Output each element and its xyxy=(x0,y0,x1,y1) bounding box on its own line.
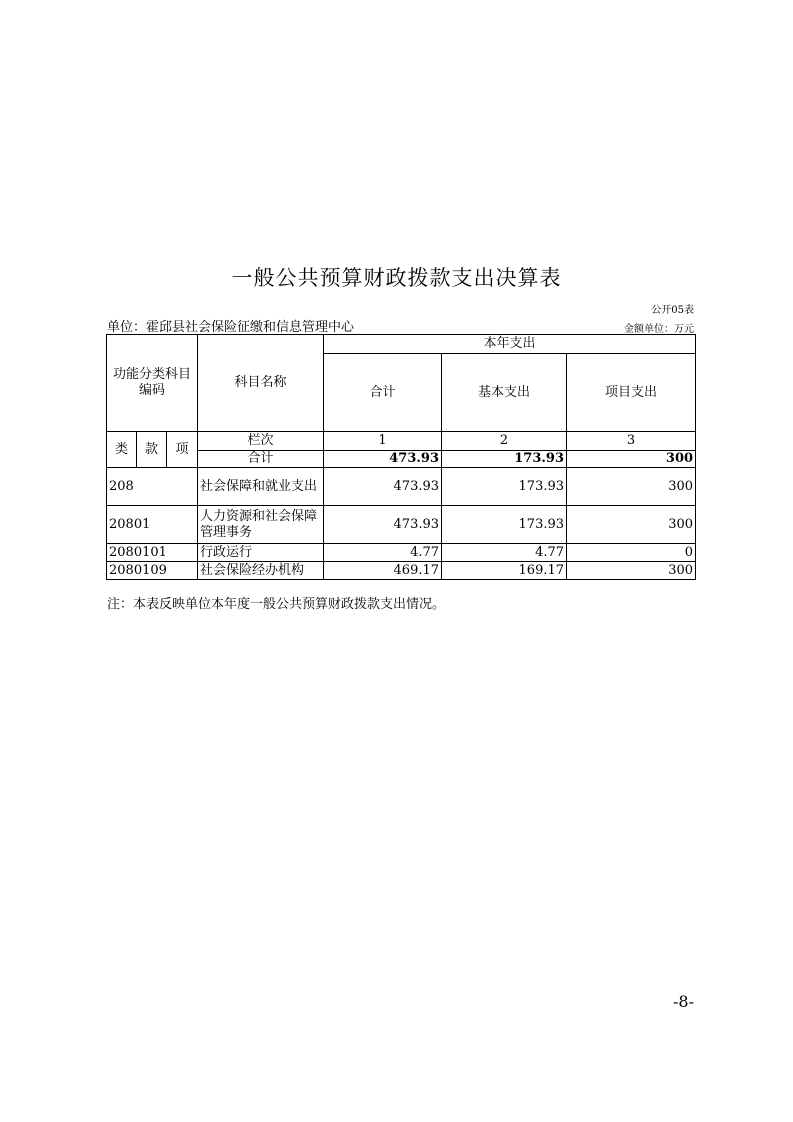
row-total: 473.93 xyxy=(324,506,442,544)
row-total: 4.77 xyxy=(324,544,442,562)
page-number: -8- xyxy=(673,992,694,1011)
col-number-2: 2 xyxy=(442,432,567,451)
unit-label: 单位：霍邱县社会保险征缴和信息管理中心 xyxy=(107,320,355,335)
row-basic: 169.17 xyxy=(442,562,567,580)
col-number-1: 1 xyxy=(324,432,442,451)
subject-name-header: 科目名称 xyxy=(198,335,324,432)
row-basic: 173.93 xyxy=(442,506,567,544)
row-name: 社会保险经办机构 xyxy=(198,562,324,580)
row-total: 473.93 xyxy=(324,468,442,506)
total-row-basic: 173.93 xyxy=(442,451,567,468)
total-row-total: 473.93 xyxy=(324,451,442,468)
current-year-header: 本年支出 xyxy=(324,335,696,354)
row-project: 300 xyxy=(567,506,696,544)
lei-header: 类 xyxy=(107,432,137,468)
row-code: 208 xyxy=(107,468,198,506)
row-project: 300 xyxy=(567,562,696,580)
basic-header: 基本支出 xyxy=(442,354,567,432)
row-basic: 4.77 xyxy=(442,544,567,562)
column-number-row xyxy=(107,432,696,451)
column-label: 栏次 xyxy=(198,432,324,451)
total-header: 合计 xyxy=(324,354,442,432)
table-row xyxy=(107,562,696,580)
expenditure-table xyxy=(106,334,696,580)
table-note: 注：本表反映单位本年度一般公共预算财政拨款支出情况。 xyxy=(107,597,446,612)
project-header: 项目支出 xyxy=(567,354,696,432)
table-row xyxy=(107,468,696,506)
row-name: 行政运行 xyxy=(198,544,324,562)
func-code-header: 功能分类科目编码 xyxy=(107,335,198,432)
row-basic: 173.93 xyxy=(442,468,567,506)
table-row xyxy=(107,506,696,544)
table-row xyxy=(107,544,696,562)
money-unit-label: 金额单位：万元 xyxy=(624,324,694,335)
row-project: 0 xyxy=(567,544,696,562)
kuan-header: 款 xyxy=(137,432,167,468)
row-name: 社会保障和就业支出 xyxy=(198,468,324,506)
xiang-header: 项 xyxy=(167,432,198,468)
col-number-3: 3 xyxy=(567,432,696,451)
row-code: 2080109 xyxy=(107,562,198,580)
total-row-project: 300 xyxy=(567,451,696,468)
total-row-label: 合计 xyxy=(198,451,324,468)
row-project: 300 xyxy=(567,468,696,506)
row-code: 2080101 xyxy=(107,544,198,562)
form-number: 公开05表 xyxy=(651,305,694,316)
row-name: 人力资源和社会保障管理事务 xyxy=(198,506,324,544)
page-title: 一般公共预算财政拨款支出决算表 xyxy=(231,266,562,290)
row-total: 469.17 xyxy=(324,562,442,580)
row-code: 20801 xyxy=(107,506,198,544)
header-row-1 xyxy=(107,335,696,354)
